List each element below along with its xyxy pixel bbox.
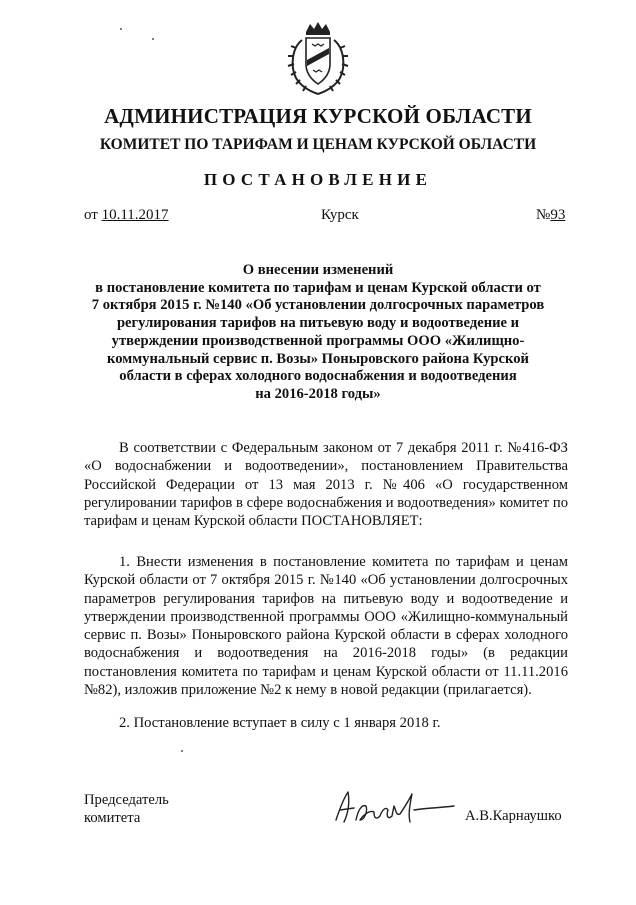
handwritten-signature-icon <box>330 780 460 832</box>
scan-speck <box>181 750 183 752</box>
kursk-coat-of-arms-icon <box>286 18 350 96</box>
signatory-position <box>84 791 169 828</box>
decree-title <box>70 262 566 404</box>
position-line: комитета <box>84 810 141 827</box>
decree-number <box>536 207 565 224</box>
title-line: области в сферах холодного водоснабжения и водоотведения <box>119 368 517 385</box>
date-prefix: от <box>84 207 102 223</box>
item-2-paragraph: 2. Постановление вступает в силу с 1 января 2018 г. <box>119 715 441 731</box>
committee-heading: КОМИТЕТ ПО ТАРИФАМ И ЦЕНАМ КУРСКОЙ ОБЛАСТИ <box>99 136 537 153</box>
title-line: на 2016-2018 годы» <box>255 385 381 402</box>
title-line: 7 октября 2015 г. №140 «Об установлении долгосрочных параметров <box>91 297 545 314</box>
date-value: 10.11.2017 <box>101 207 169 223</box>
decree-date <box>84 207 169 224</box>
number-prefix: № <box>536 207 551 223</box>
position-line: Председатель <box>84 792 169 808</box>
number-value: 93 <box>550 207 566 223</box>
decree-city: Курск <box>321 207 359 223</box>
title-line: утверждении производственной программы ООО «Жилищно- <box>111 332 525 349</box>
item-1-paragraph: 1. Внести изменения в постановление комитета по тарифам и ценам Курской области от 7 октября 2015 г. №140 «Об установлении долгосрочных параметров регулирования тарифов на питьевую воду и водоотведение и утверждении производственной программы ООО «Жилищно-коммунальный сервис п. Возы» Поныровского района Курской области в сферах холодного водоснабжения и водоотведения на 2016-2018 годы» (в редакции постановления комитета по тарифам и ценам Курской области от 11.11.2016 №82), изложив приложение №2 к нему в новой редакции (прилагается). <box>84 554 568 699</box>
document-type-heading: ПОСТАНОВЛЕНИЕ <box>203 170 433 189</box>
title-line: в постановление комитета по тарифам и ценам Курской области от <box>95 279 541 296</box>
scan-speck <box>152 38 154 40</box>
scan-speck <box>120 28 122 30</box>
title-line: регулирования тарифов на питьевую воду и водоотведение и <box>116 315 520 332</box>
administration-heading: АДМИНИСТРАЦИЯ КУРСКОЙ ОБЛАСТИ <box>104 104 532 128</box>
title-line: О внесении изменений <box>242 262 394 278</box>
title-line: коммунальный сервис п. Возы» Поныровского района Курской <box>107 350 529 367</box>
signatory-name: А.В.Карнаушко <box>465 808 562 824</box>
preamble-paragraph: В соответствии с Федеральным законом от 7 декабря 2011 г. №416-ФЗ «О водоснабжении и водоотведении», постановлением Правительства Российской Федерации от 13 мая 2013 г. №406 «О государственном регулировании тарифов в сфере водоснабжения и водоотведения» комитет по тарифам и ценам Курской области ПОСТАНОВЛЯЕТ: <box>84 440 568 530</box>
